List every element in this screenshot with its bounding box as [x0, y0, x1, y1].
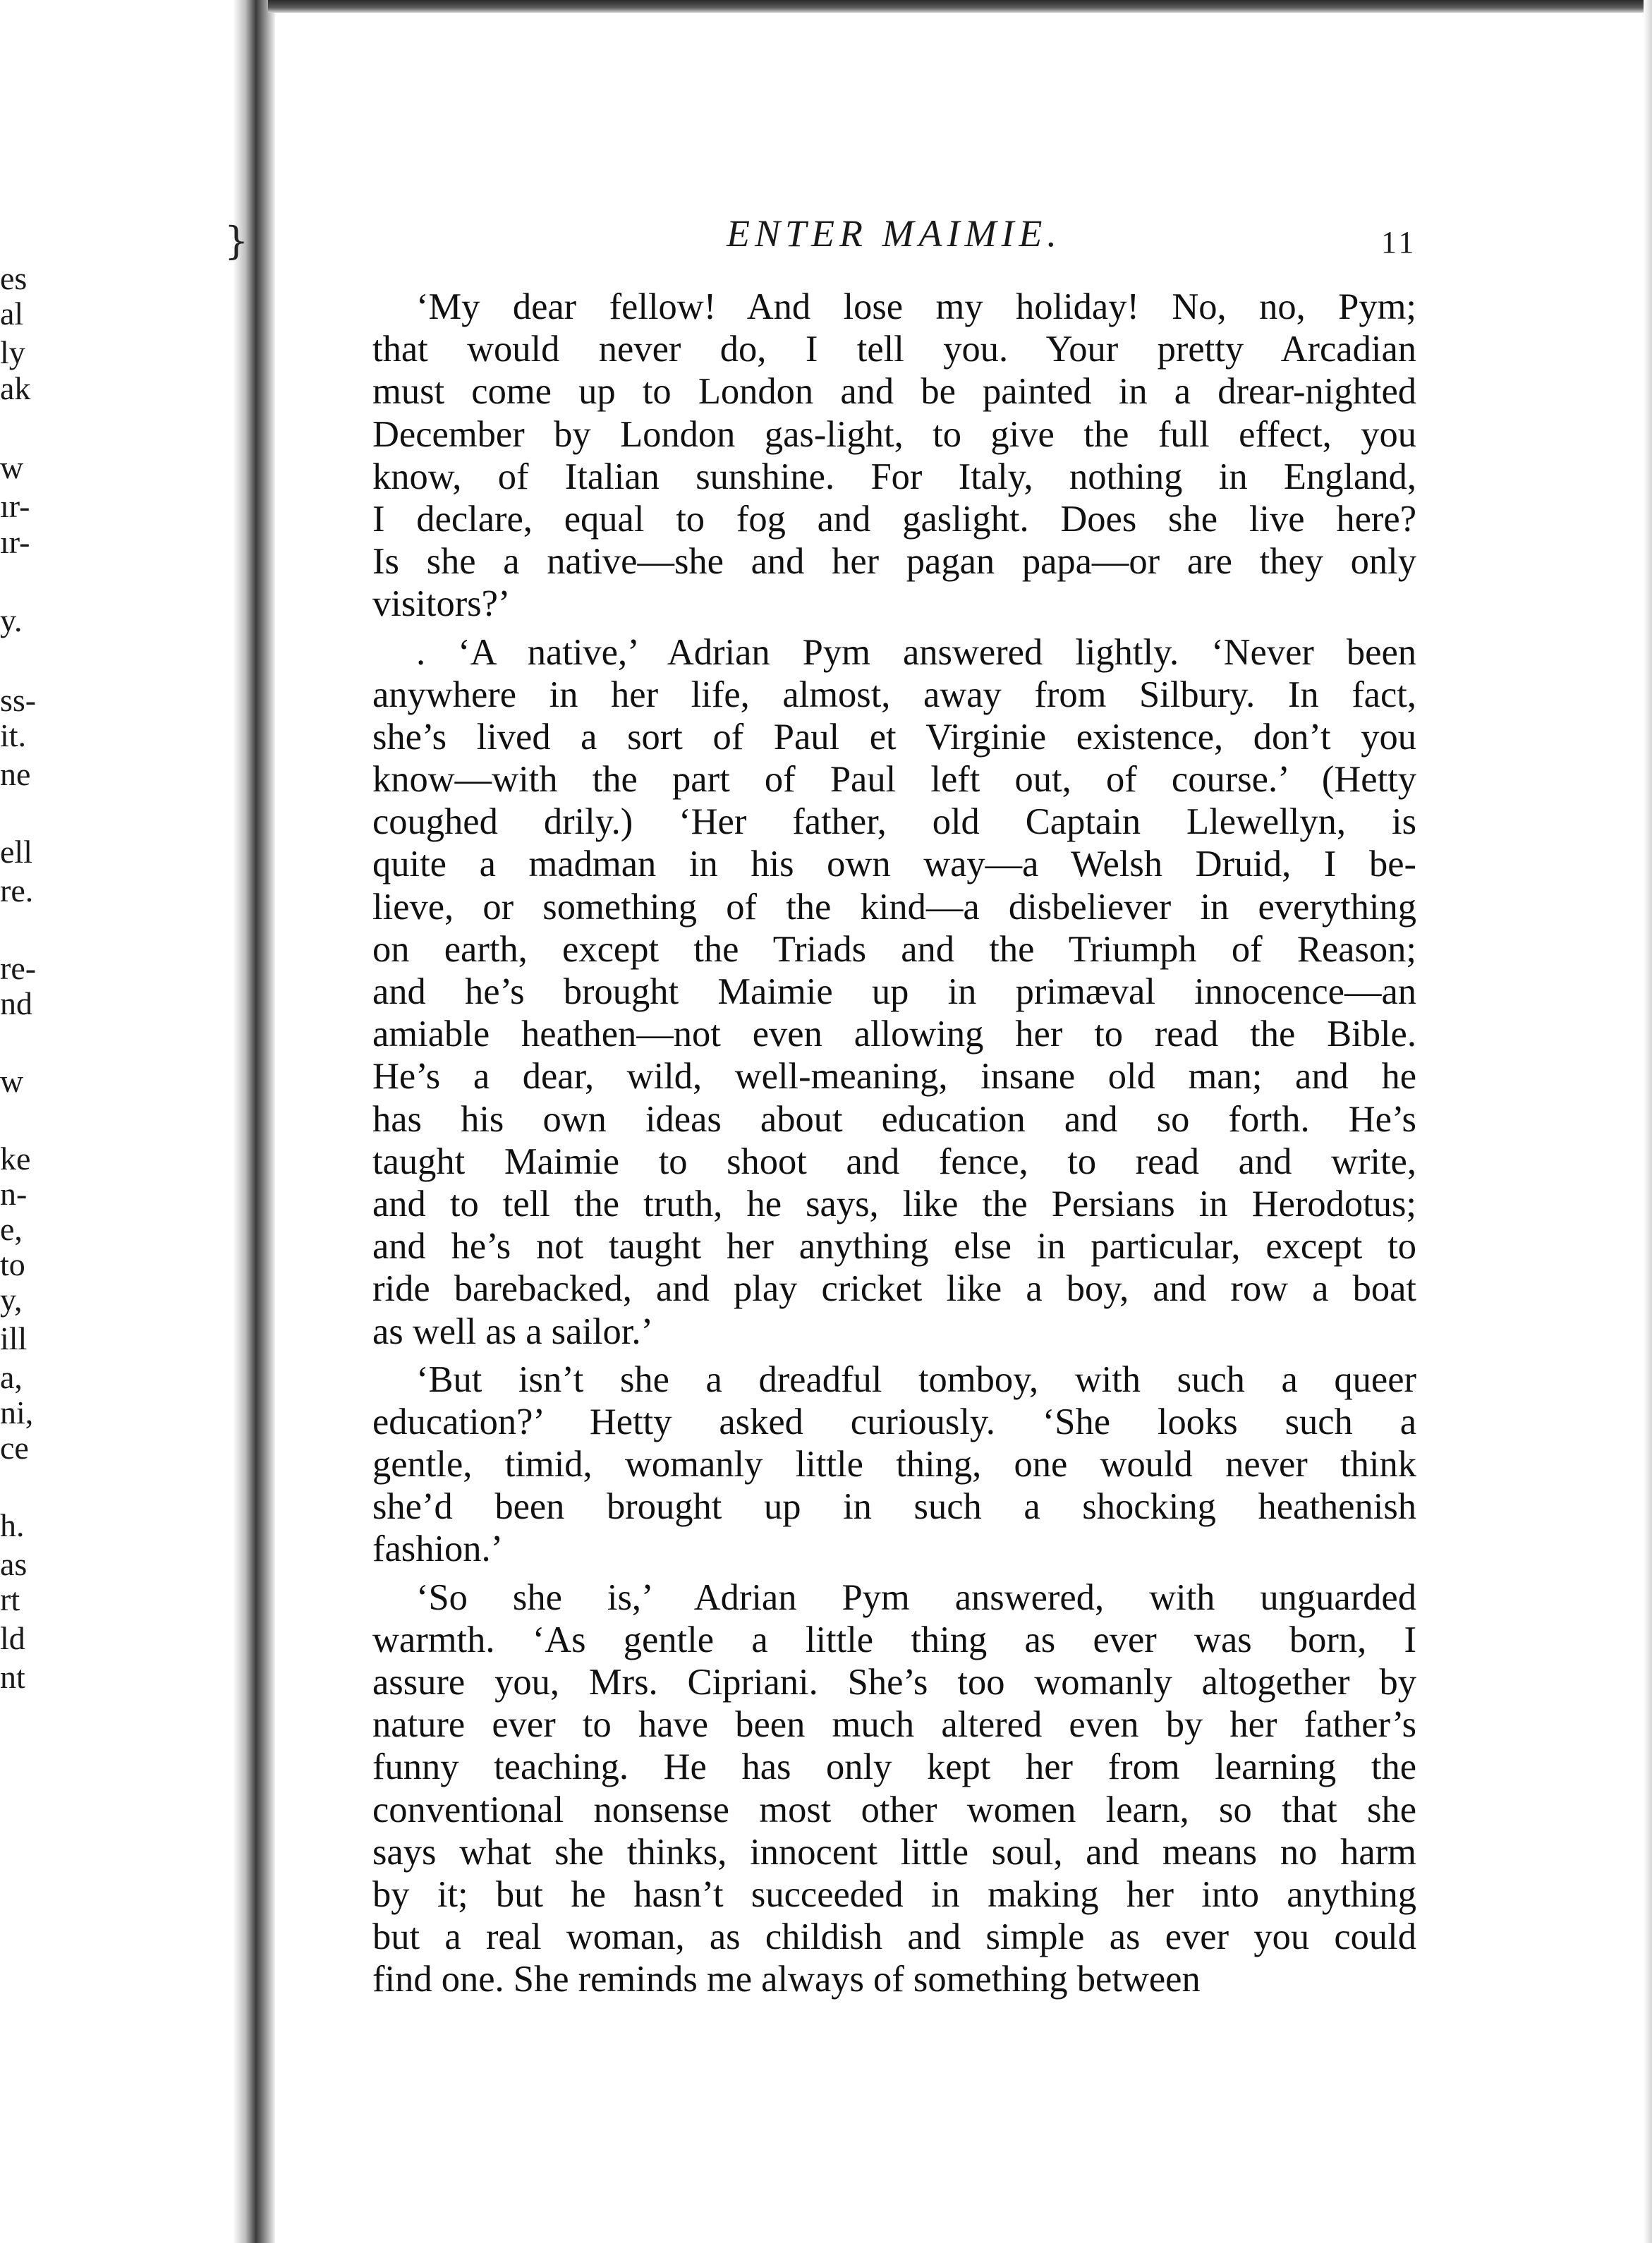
text-line: fashion.’ — [372, 1528, 504, 1570]
text-line: on earth, except the Triads and the Triumph of Reason; — [372, 928, 1416, 970]
text-line: gentle, timid, womanly little thing, one would never think — [372, 1444, 1416, 1485]
left-page-fragment: re- — [0, 950, 37, 986]
gutter-mark: } — [224, 219, 249, 263]
paragraph — [372, 1358, 1416, 1571]
left-page-fragment: ce — [0, 1430, 29, 1466]
text-line: know—with the part of Paul left out, of course.’ (Hetty — [372, 759, 1416, 801]
left-page-fragment: it. — [0, 717, 27, 753]
running-head: ENTER MAIMIE. — [727, 212, 1062, 255]
left-page-fragment: ell — [0, 834, 32, 870]
left-page-fragment: ne — [0, 756, 31, 792]
left-page-fragment: y. — [0, 602, 23, 638]
text-line: ‘My dear fellow! And lose my holiday! No, no, Pym; — [416, 286, 1416, 327]
text-line: and to tell the truth, he says, like the Persians in Herodotus; — [372, 1183, 1416, 1224]
text-line: ‘So she is,’ Adrian Pym answered, with unguarded — [416, 1576, 1416, 1618]
left-page-fragment: ss- — [0, 682, 37, 718]
text-line: and he’s brought Maimie up in primæval innocence—an — [372, 971, 1416, 1012]
text-line: assure you, Mrs. Cipriani. She’s too womanly altogether by — [372, 1662, 1416, 1703]
left-page-fragment: e, — [0, 1211, 23, 1247]
text-line: ‘But isn’t she a dreadful tomboy, with such a queer — [416, 1358, 1416, 1400]
text-line: I declare, equal to fog and gaslight. Does she live here? — [372, 498, 1416, 540]
left-page-fragment: h. — [0, 1507, 25, 1543]
paragraph — [372, 631, 1416, 1353]
left-page-fragment: nt — [0, 1659, 25, 1695]
text-line: quite a madman in his own way—a Welsh Druid, I be- — [372, 844, 1416, 885]
text-line: and he’s not taught her anything else in particular, except to — [372, 1226, 1416, 1268]
left-page-fragment: a, — [0, 1359, 23, 1395]
left-page-fragment: w — [0, 1063, 24, 1099]
left-page-fragment: y, — [0, 1282, 23, 1318]
text-line: she’d been brought up in such a shocking heathenish — [372, 1486, 1416, 1528]
left-page-text-fragments — [0, 0, 212, 2243]
left-page-fragment: re. — [0, 873, 34, 908]
page-number: 11 — [1381, 225, 1417, 260]
left-page-fragment: n- — [0, 1176, 28, 1212]
left-page-fragment: ly — [0, 334, 25, 370]
left-page-fragment: ke — [0, 1141, 31, 1177]
text-line: education?’ Hetty asked curiously. ‘She looks such a — [372, 1401, 1416, 1442]
text-line: says what she thinks, innocent little soul, and means no harm — [372, 1831, 1416, 1873]
page-top-edge — [268, 0, 1652, 13]
left-page-fragment: to — [0, 1246, 25, 1282]
text-line: by it; but he hasn’t succeeded in making her into anything — [372, 1873, 1416, 1915]
left-page-fragment: ak — [0, 370, 31, 406]
left-page-fragment: ır- — [0, 488, 30, 524]
left-page-fragment: ld — [0, 1620, 25, 1656]
text-line: but a real woman, as childish and simple as ever you could — [372, 1916, 1416, 1958]
left-page-fragment: ni, — [0, 1394, 34, 1430]
paragraph — [372, 286, 1416, 626]
text-line: has his own ideas about education and so forth. He’s — [372, 1098, 1416, 1140]
left-page-fragment: al — [0, 296, 24, 332]
left-page-fragment: w — [0, 449, 24, 485]
text-line: December by London gas-light, to give the full effect, you — [372, 413, 1416, 455]
text-line: nature ever to have been much altered even by her father’s — [372, 1704, 1416, 1746]
text-line: amiable heathen—not even allowing her to read the Bible. — [372, 1014, 1416, 1055]
text-line: as well as a sailor.’ — [372, 1311, 654, 1352]
text-line: find one. She reminds me always of something between — [372, 1959, 1201, 2000]
text-line: conventional nonsense most other women learn, so that she — [372, 1789, 1416, 1830]
text-line: lieve, or something of the kind—a disbeliever in everything — [372, 886, 1416, 928]
text-line: that would never do, I tell you. Your pretty Arcadian — [372, 329, 1416, 370]
page-right-edge — [1644, 0, 1652, 2243]
left-page-fragment: ill — [0, 1320, 28, 1356]
left-page-fragment: as — [0, 1546, 28, 1582]
text-line: warmth. ‘As gentle a little thing as ever was born, I — [372, 1619, 1416, 1660]
body-text — [372, 286, 1416, 2007]
paragraph — [372, 1576, 1416, 2001]
text-line: anywhere in her life, almost, away from Silbury. In fact, — [372, 674, 1416, 715]
text-line: must come up to London and be painted in a drear-nighted — [372, 371, 1416, 413]
text-line: she’s lived a sort of Paul et Virginie existence, don’t you — [372, 716, 1416, 758]
text-line: funny teaching. He has only kept her from learning the — [372, 1746, 1416, 1788]
text-line: Is she a native—she and her pagan papa—or are they only — [372, 541, 1416, 583]
left-page-fragment: rt — [0, 1581, 20, 1617]
left-page-fragment: ır- — [0, 524, 30, 560]
text-line: visitors?’ — [372, 583, 511, 625]
text-line: coughed drily.) ‘Her father, old Captain Llewellyn, is — [372, 801, 1416, 843]
left-page-fragment: nd — [0, 985, 32, 1021]
text-line: ride barebacked, and play cricket like a boy, and row a boat — [372, 1268, 1416, 1310]
text-line: . ‘A native,’ Adrian Pym answered lightly. ‘Never been — [416, 631, 1416, 673]
book-gutter — [233, 0, 275, 2243]
text-line: He’s a dear, wild, well-meaning, insane old man; and he — [372, 1056, 1416, 1098]
left-page-fragment: es — [0, 260, 28, 296]
text-line: know, of Italian sunshine. For Italy, nothing in England, — [372, 456, 1416, 497]
text-line: taught Maimie to shoot and fence, to read and write, — [372, 1141, 1416, 1182]
